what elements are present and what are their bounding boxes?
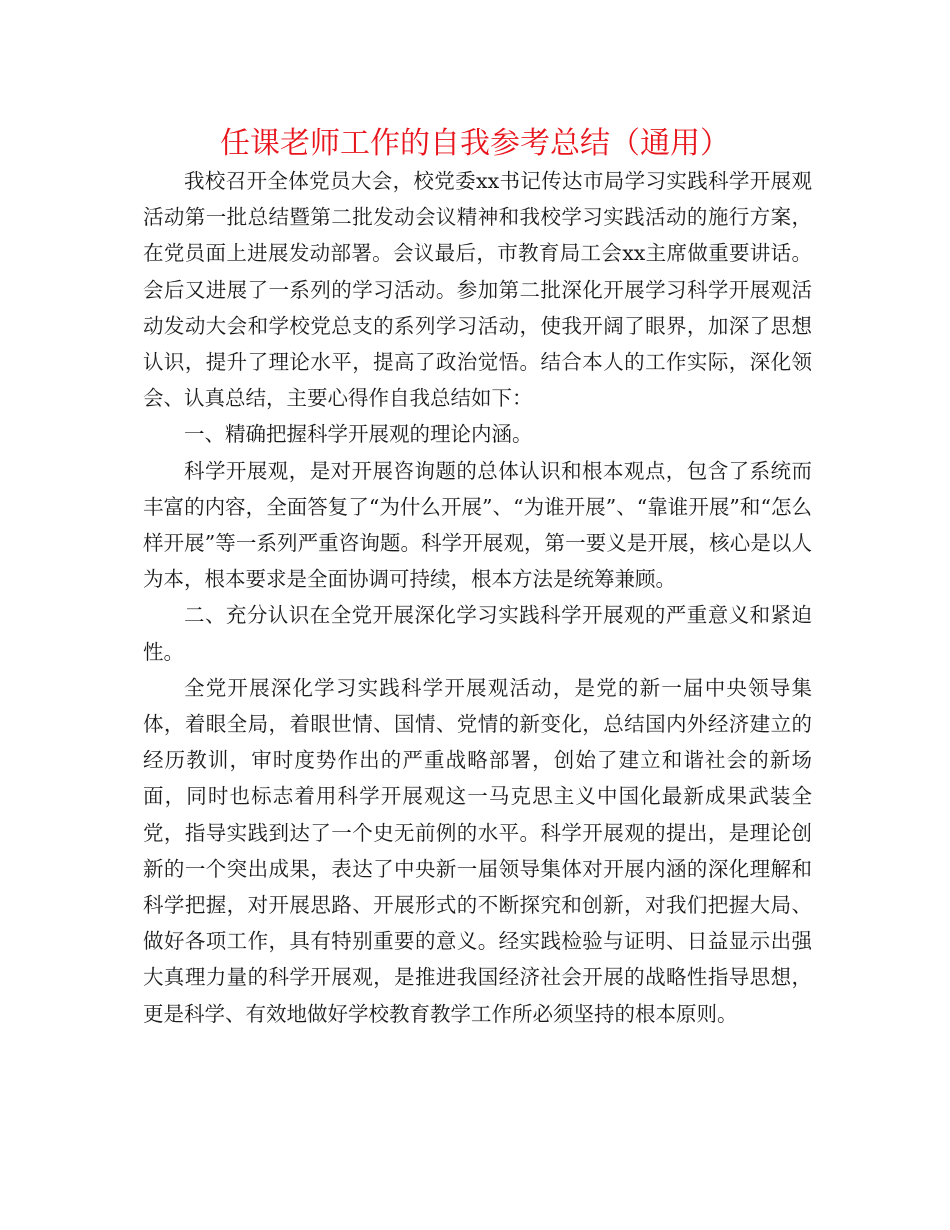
document-body	[143, 163, 812, 1032]
section-heading-1: 一、精确把握科学开展观的理论内涵。	[184, 422, 533, 447]
paragraph-significance: 全党开展深化学习实践科学开展观活动，是党的新一届中央领导集体，着眼全局，着眼世情、国情、党情的新变化，总结国内外经济建立的经历教训，审时度势作出的严重战略部署，创始了建立和谐社会的新场面，同时也标志着用科学开展观这一马克思主义中国化最新成果武装全党，指导实践到达了一个史无前例的水平。科学开展观的提出，是理论创新的一个突出成果，表达了中央新一届领导集体对开展内涵的深化理解和科学把握，对开展思路、开展形式的不断探究和创新，对我们把握大局、做好各项工作，具有特别重要的意义。经实践检验与证明、日益显示出强大真理力量的科学开展观，是推进我国经济社会开展的战略性指导思想，更是科学、有效地做好学校教育教学工作所必须坚持的根本原则。	[143, 675, 812, 1026]
paragraph-intro: 我校召开全体党员大会，校党委xx书记传达市局学习实践科学开展观活动第一批总结暨第二批发动会议精神和我校学习实践活动的施行方案，在党员面上进展发动部署。会议最后，市教育局工会xx主席做重要讲话。会后又进展了一系列的学习活动。参加第二批深化开展学习科学开展观活动发动大会和学校党总支的系列学习活动，使我开阔了眼界，加深了思想认识，提升了理论水平，提高了政治觉悟。结合本人的工作实际，深化领会、认真总结，主要心得作自我总结如下：	[143, 169, 812, 411]
document-title: 任课老师工作的自我参考总结（通用）	[220, 126, 730, 161]
section-heading-2: 二、充分认识在全党开展深化学习实践科学开展观的严重意义和紧迫性。	[143, 603, 812, 664]
paragraph-theory: 科学开展观，是对开展咨询题的总体认识和根本观点，包含了系统而丰富的内容，全面答复了“为什么开展”、“为谁开展”、“靠谁开展”和“怎么样开展”等一系列严重咨询题。科学开展观，第一要义是开展，核心是以人为本，根本要求是全面协调可持续，根本方法是统筹兼顾。	[143, 458, 812, 592]
